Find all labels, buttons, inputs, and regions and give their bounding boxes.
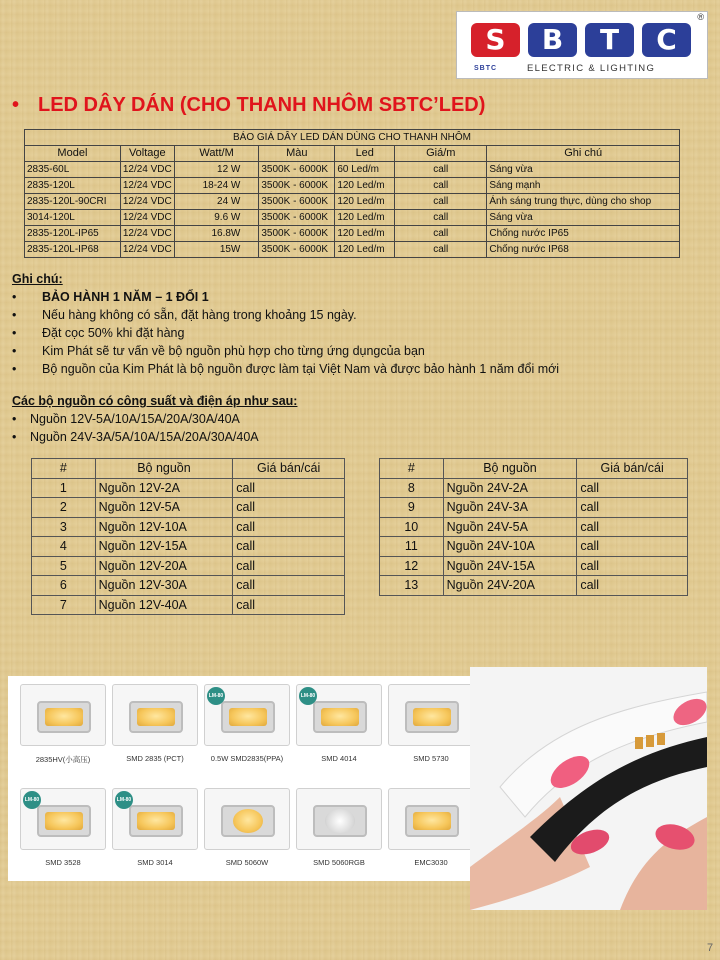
led-package-icon (313, 701, 367, 733)
table-cell: 12 (380, 556, 444, 576)
table-row (380, 498, 688, 518)
price-table-cell: 12 W (174, 162, 259, 178)
list-item-text: Đặt cọc 50% khi đặt hàng (42, 326, 185, 340)
table-cell: Nguồn 12V-15A (95, 537, 233, 557)
led-package-icon (37, 805, 91, 837)
table-cell: 5 (32, 556, 96, 576)
table-row (32, 537, 345, 557)
table-cell: 1 (32, 478, 96, 498)
price-table-row (25, 162, 680, 178)
table-cell: 10 (380, 517, 444, 537)
price-table-cell: 16.8W (174, 226, 259, 242)
source-header-cell: Giá bán/cái (577, 459, 688, 479)
table-cell: call (577, 478, 688, 498)
price-header-cell: Watt/M (174, 146, 259, 162)
price-table-row (25, 210, 680, 226)
table-cell: Nguồn 24V-3A (443, 498, 577, 518)
list-item (12, 324, 559, 342)
logo-letter: T (585, 23, 634, 57)
led-chip-thumbnail (388, 684, 474, 746)
price-table-cell: 12/24 VDC (120, 162, 174, 178)
table-cell: call (577, 556, 688, 576)
led-chip-label: SMD 4014 (321, 754, 357, 763)
table-cell: call (233, 537, 345, 557)
price-table-cell: call (395, 242, 487, 258)
lm80-badge: LM-80 (207, 687, 225, 705)
notes-list (12, 288, 559, 378)
price-table-cell: 18-24 W (174, 178, 259, 194)
table-cell: call (233, 576, 345, 596)
table-cell: Nguồn 24V-15A (443, 556, 577, 576)
table-row (380, 576, 688, 596)
table-row (380, 478, 688, 498)
price-table-row (25, 226, 680, 242)
table-row (32, 576, 345, 596)
table-cell: call (233, 498, 345, 518)
led-lens-icon (137, 812, 175, 830)
led-package-icon (221, 805, 275, 837)
source-table-header-row (32, 459, 345, 479)
table-cell: Nguồn 12V-10A (95, 517, 233, 537)
table-cell: call (233, 556, 345, 576)
led-chip-thumbnail (112, 788, 198, 850)
bullet-icon: • (12, 308, 17, 322)
list-item (12, 306, 559, 324)
led-lens-icon (137, 708, 175, 726)
led-chip-label: 2835HV(小高压) (35, 755, 91, 764)
led-chip-label: SMD 5060RGB (313, 858, 365, 867)
registered-mark: ® (697, 12, 704, 22)
led-package-icon (405, 701, 459, 733)
sources-title: Các bộ nguồn có công suất và điện áp như sau: (12, 394, 298, 408)
logo-subtitle: ELECTRIC & LIGHTING (527, 63, 656, 74)
price-header-cell: Voltage (120, 146, 174, 162)
price-table-cell: 120 Led/m (335, 242, 395, 258)
table-cell: call (577, 517, 688, 537)
led-chip-thumbnail (296, 788, 382, 850)
bullet-icon: • (12, 430, 17, 444)
price-table-cell: Ánh sáng trung thực, dùng cho shop (487, 194, 680, 210)
logo-letter: B (528, 23, 577, 57)
list-item-text: Nếu hàng không có sẵn, đặt hàng trong khoảng 15 ngày. (42, 308, 357, 322)
led-lens-icon (321, 708, 359, 726)
led-lens-icon (413, 812, 451, 830)
price-table-cell: 120 Led/m (335, 178, 395, 194)
table-row (32, 498, 345, 518)
table-cell: Nguồn 24V-5A (443, 517, 577, 537)
list-item-text: BẢO HÀNH 1 NĂM – 1 ĐỔI 1 (42, 290, 209, 304)
logo-letter: C (642, 23, 691, 57)
price-table-cell: 3500K - 6000K (259, 194, 335, 210)
price-table-cell: 3500K - 6000K (259, 242, 335, 258)
source-header-cell: Bộ nguồn (443, 459, 577, 479)
led-lens-icon (325, 809, 355, 833)
led-chip-thumbnail (204, 684, 290, 746)
led-package-icon (37, 701, 91, 733)
price-table-cell: 60 Led/m (335, 162, 395, 178)
led-chip-label: EMC3030 (414, 858, 448, 867)
table-cell: call (233, 517, 345, 537)
price-table-cell: 12/24 VDC (120, 226, 174, 242)
price-header-cell: Màu (259, 146, 335, 162)
price-table-row (25, 194, 680, 210)
led-chip-label: SMD 5730 (413, 754, 449, 763)
led-chip-label: SMD 3014 (137, 858, 173, 867)
price-table-cell: 2835-120L-IP68 (25, 242, 121, 258)
table-cell: 4 (32, 537, 96, 557)
led-package-icon (129, 805, 183, 837)
list-item (12, 342, 559, 360)
price-table-cell: 3014-120L (25, 210, 121, 226)
table-cell: call (233, 478, 345, 498)
source-header-cell: # (380, 459, 444, 479)
price-table-cell: call (395, 226, 487, 242)
price-table-cell: 12/24 VDC (120, 178, 174, 194)
notes-title: Ghi chú: (12, 272, 63, 286)
table-row (380, 517, 688, 537)
led-package-icon (129, 701, 183, 733)
list-item (12, 428, 259, 446)
table-cell: 3 (32, 517, 96, 537)
price-header-cell: Model (25, 146, 121, 162)
led-chip-thumbnail (20, 788, 106, 850)
heading-bullet: • (12, 94, 20, 116)
price-table-cell: Chống nước IP65 (487, 226, 680, 242)
price-table-cell: 2835-60L (25, 162, 121, 178)
price-table-cell: 2835-120L-IP65 (25, 226, 121, 242)
table-row (32, 478, 345, 498)
led-chip-thumbnail (296, 684, 382, 746)
bullet-icon: • (12, 326, 17, 340)
led-chip-thumbnail (388, 788, 474, 850)
page-heading (12, 94, 485, 117)
logo-letter: S (471, 23, 520, 57)
table-cell: Nguồn 12V-20A (95, 556, 233, 576)
led-chip-thumbnail (204, 788, 290, 850)
page-number: 7 (707, 942, 714, 954)
table-cell: Nguồn 24V-2A (443, 478, 577, 498)
table-cell: call (577, 498, 688, 518)
led-package-icon (313, 805, 367, 837)
price-table-cell: 2835-120L-90CRI (25, 194, 121, 210)
bullet-icon: • (12, 290, 17, 304)
price-table-cell: 12/24 VDC (120, 194, 174, 210)
table-cell: call (577, 576, 688, 596)
table-cell: Nguồn 12V-2A (95, 478, 233, 498)
table-cell: 7 (32, 595, 96, 615)
table-row (380, 537, 688, 557)
sources-list (12, 410, 259, 446)
price-table-cell: 15W (174, 242, 259, 258)
table-cell: 9 (380, 498, 444, 518)
source-header-cell: Bộ nguồn (95, 459, 233, 479)
price-table-cell: 12/24 VDC (120, 210, 174, 226)
price-table-row (25, 178, 680, 194)
source-header-cell: # (32, 459, 96, 479)
price-table-title-row (25, 130, 680, 146)
led-lens-icon (233, 809, 263, 833)
price-table-cell: 120 Led/m (335, 194, 395, 210)
table-cell: Nguồn 12V-30A (95, 576, 233, 596)
table-cell: 11 (380, 537, 444, 557)
led-lens-icon (413, 708, 451, 726)
price-table-cell: Sáng mạnh (487, 178, 680, 194)
source-header-cell: Giá bán/cái (233, 459, 345, 479)
price-table-title: BÁO GIÁ DÂY LED DÁN DÙNG CHO THANH NHÔM (25, 130, 680, 146)
table-cell: 8 (380, 478, 444, 498)
led-strip-photo (470, 667, 707, 910)
list-item (12, 410, 259, 428)
lm80-badge: LM-80 (23, 791, 41, 809)
table-cell: call (233, 595, 345, 615)
bullet-icon: • (12, 362, 17, 376)
price-header-cell: Ghi chú (487, 146, 680, 162)
table-row (32, 556, 345, 576)
price-table-cell: 3500K - 6000K (259, 226, 335, 242)
led-chip-label: SMD 3528 (45, 858, 81, 867)
led-chip-label: 0.5W SMD2835(PPA) (210, 754, 284, 763)
price-table-cell: 9.6 W (174, 210, 259, 226)
sbtc-logo (456, 11, 708, 79)
table-cell: 6 (32, 576, 96, 596)
table-cell: Nguồn 12V-40A (95, 595, 233, 615)
list-item-text: Kim Phát sẽ tư vấn về bộ nguồn phù hợp cho từng ứng dụngcủa bạn (42, 344, 425, 358)
lm80-badge: LM-80 (115, 791, 133, 809)
price-table-cell: 3500K - 6000K (259, 178, 335, 194)
price-header-cell: Led (335, 146, 395, 162)
led-lens-icon (45, 708, 83, 726)
price-table-cell: 12/24 VDC (120, 242, 174, 258)
power-supply-table-12v (31, 458, 345, 615)
led-chip-label: SMD 2835 (PCT) (126, 754, 184, 763)
logo-mini-mark: SBTC (474, 65, 498, 72)
price-table-header-row (25, 146, 680, 162)
table-cell: call (577, 537, 688, 557)
list-item (12, 360, 559, 378)
price-table-cell: 120 Led/m (335, 226, 395, 242)
led-chip-catalog-image (8, 676, 471, 881)
power-supply-table-24v (379, 458, 688, 596)
price-table-cell: 2835-120L (25, 178, 121, 194)
price-table-row (25, 242, 680, 258)
price-table-cell: 3500K - 6000K (259, 162, 335, 178)
table-cell: Nguồn 12V-5A (95, 498, 233, 518)
source-table-header-row (380, 459, 688, 479)
led-chip-thumbnail (112, 684, 198, 746)
list-item-text: Nguồn 12V-5A/10A/15A/20A/30A/40A (30, 412, 240, 426)
price-table-cell: Sáng vừa (487, 210, 680, 226)
price-table-cell: 3500K - 6000K (259, 210, 335, 226)
led-lens-icon (45, 812, 83, 830)
table-cell: Nguồn 24V-20A (443, 576, 577, 596)
hand-holding-led-strip-illustration (470, 667, 707, 910)
lm80-badge: LM-80 (299, 687, 317, 705)
list-item-text: Nguồn 24V-3A/5A/10A/15A/20A/30A/40A (30, 430, 259, 444)
price-table-cell: Sáng vừa (487, 162, 680, 178)
list-item (12, 288, 559, 306)
bullet-icon: • (12, 344, 17, 358)
led-package-icon (221, 701, 275, 733)
table-cell: Nguồn 24V-10A (443, 537, 577, 557)
price-table-cell: call (395, 178, 487, 194)
bullet-icon: • (12, 412, 17, 426)
table-cell: 2 (32, 498, 96, 518)
table-row (32, 595, 345, 615)
price-header-cell: Giá/m (395, 146, 487, 162)
price-table-cell: call (395, 210, 487, 226)
price-table (24, 129, 680, 258)
price-table-cell: Chống nước IP68 (487, 242, 680, 258)
led-lens-icon (229, 708, 267, 726)
heading-text: LED DÂY DÁN (CHO THANH NHÔM SBTC’LED) (38, 94, 486, 116)
price-table-cell: 24 W (174, 194, 259, 210)
list-item-text: Bộ nguồn của Kim Phát là bộ nguồn được làm tại Việt Nam và được bảo hành 1 năm đổi mới (42, 362, 560, 376)
table-row (380, 556, 688, 576)
led-chip-label: SMD 5060W (225, 858, 269, 867)
price-table-cell: call (395, 162, 487, 178)
price-table-cell: call (395, 194, 487, 210)
table-row (32, 517, 345, 537)
led-chip-thumbnail (20, 684, 106, 746)
led-package-icon (405, 805, 459, 837)
table-cell: 13 (380, 576, 444, 596)
price-table-cell: 120 Led/m (335, 210, 395, 226)
